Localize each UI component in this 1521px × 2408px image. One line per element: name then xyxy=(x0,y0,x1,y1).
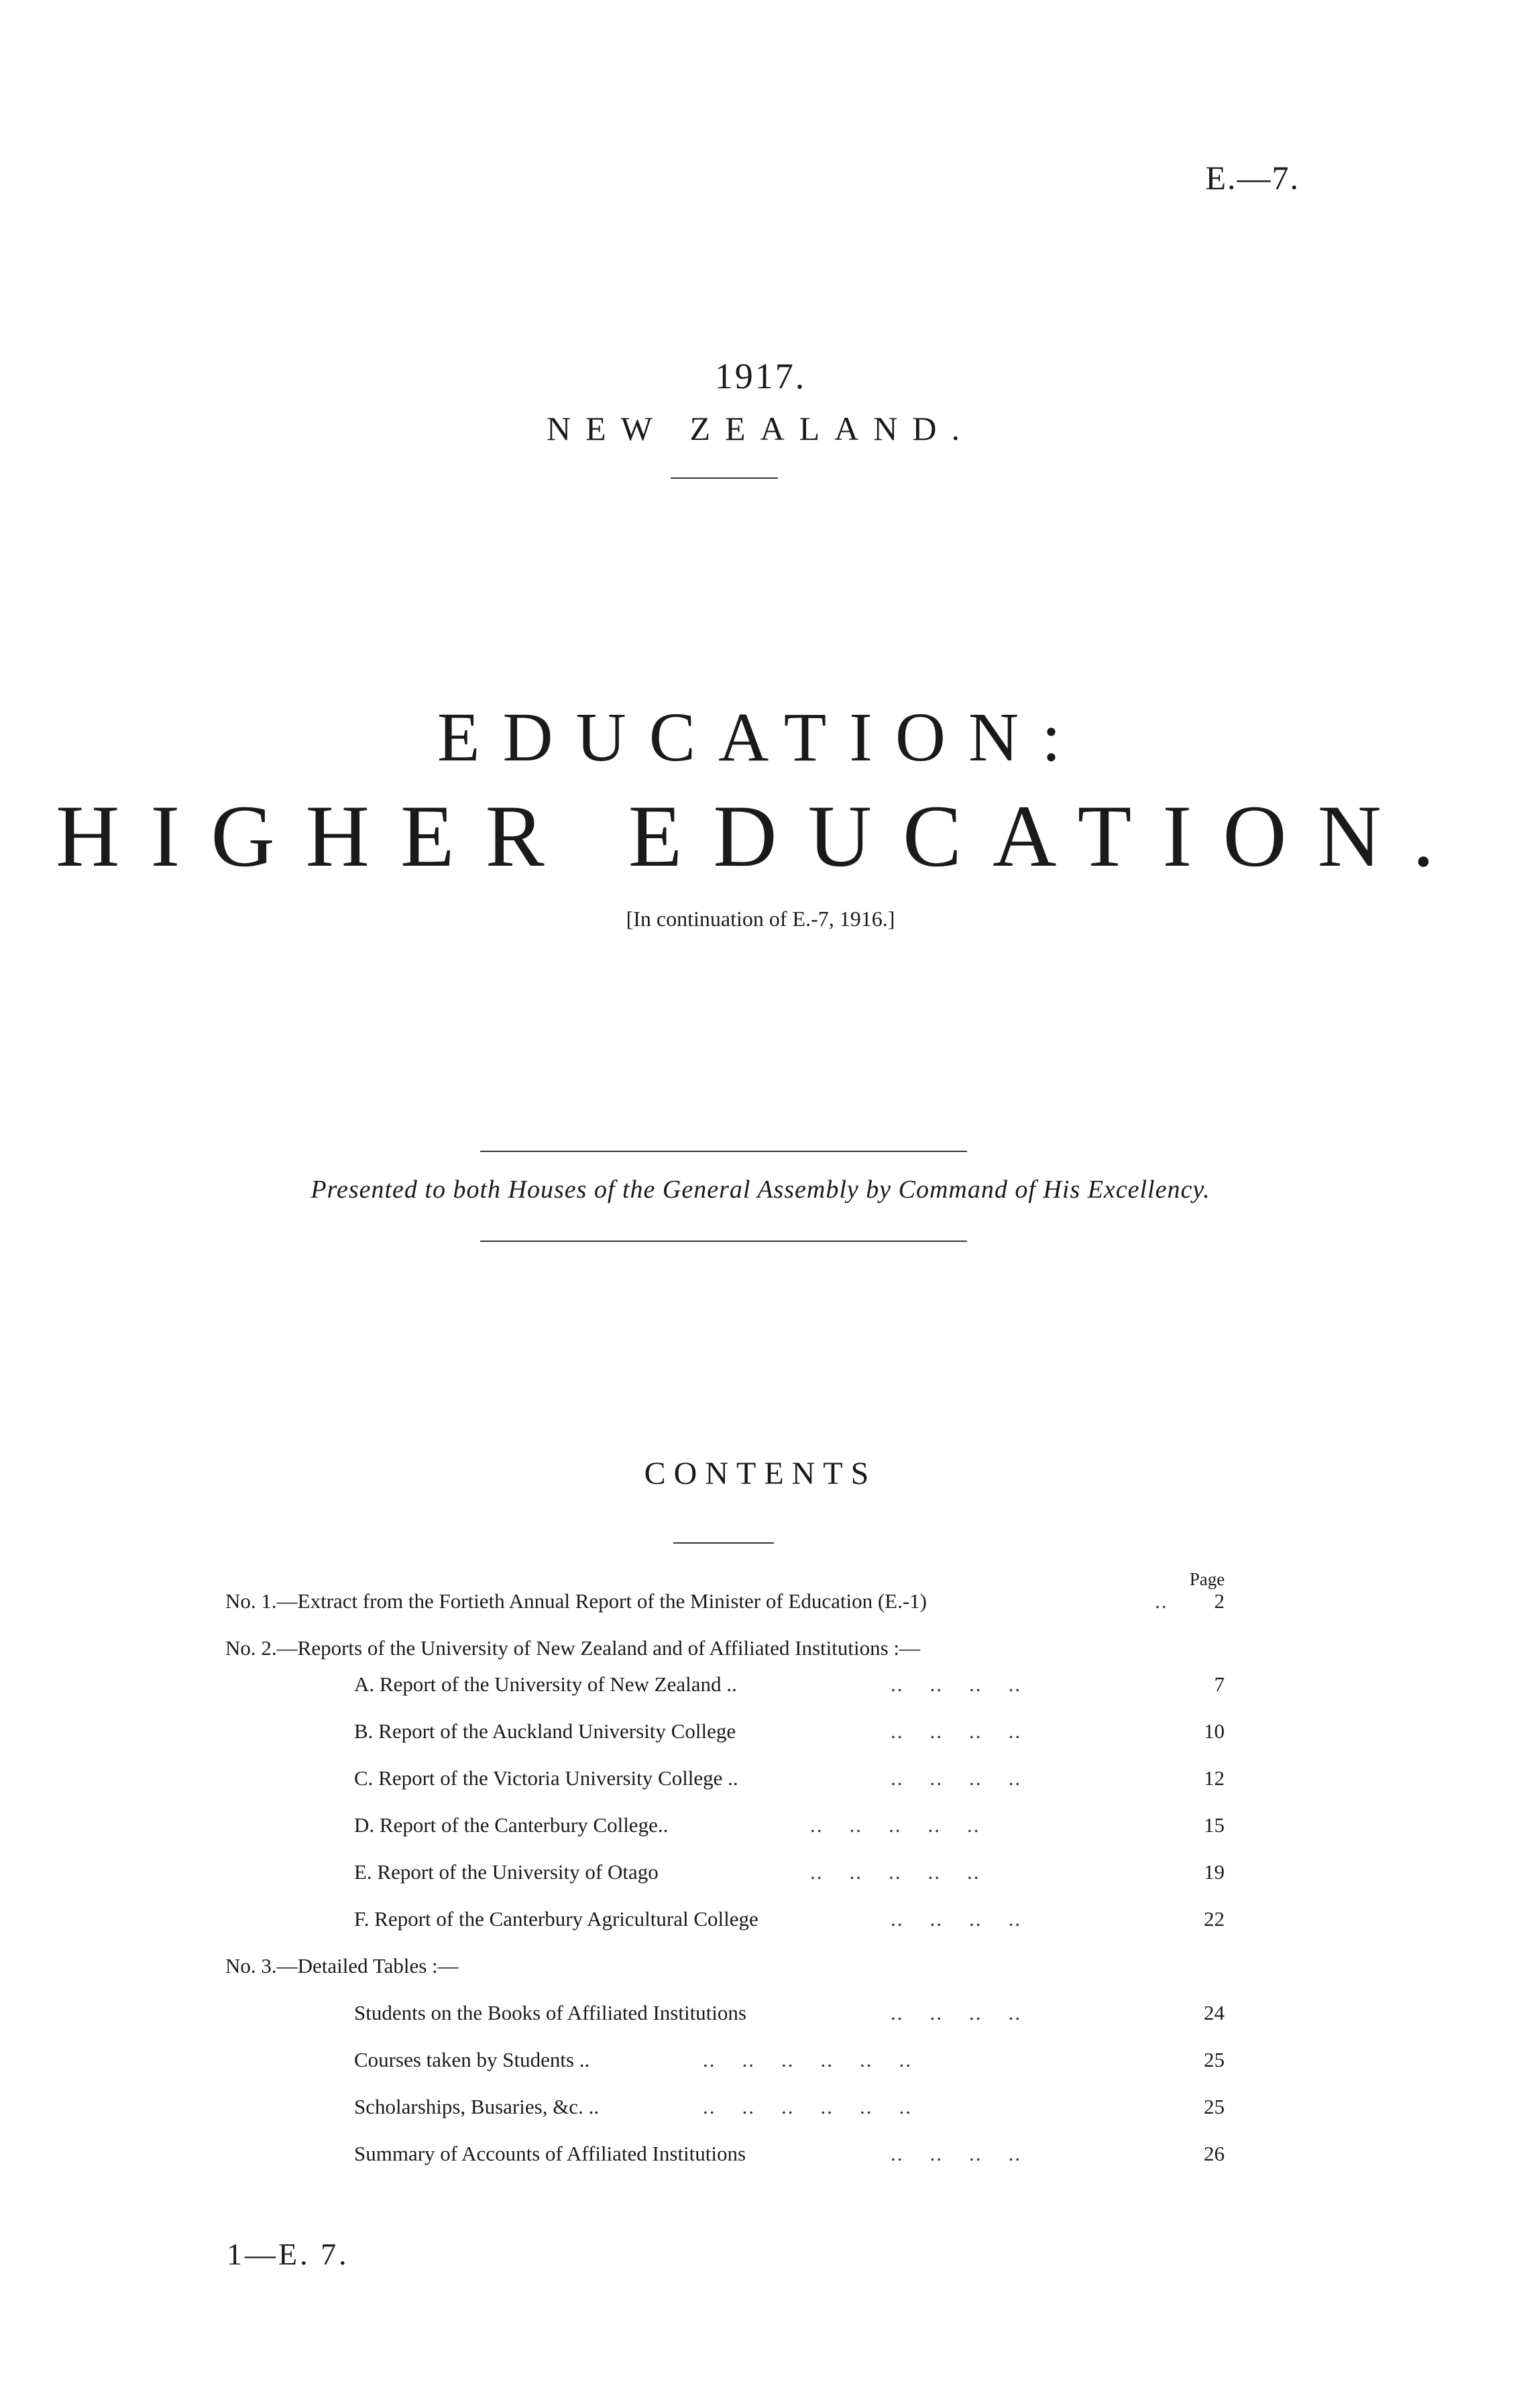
toc-item-label: Students on the Books of Affiliated Institutions xyxy=(354,2001,746,2024)
toc-item-page: 12 xyxy=(1204,1766,1225,1790)
toc-item-page: 24 xyxy=(1204,2001,1225,2024)
toc-item-page: 15 xyxy=(1204,1813,1225,1837)
toc-item-label: No. 1.—Extract from the Fortieth Annual Report of the Minister of Education (E.-1) xyxy=(225,1589,927,1613)
toc-item-page: 2 xyxy=(1214,1589,1225,1613)
toc-item-leader: .. xyxy=(1155,1589,1168,1613)
toc-item-leader: .. .. .. .. .. xyxy=(810,1860,980,1884)
divider xyxy=(480,1241,967,1242)
toc-item-label: Courses taken by Students .. xyxy=(354,2048,590,2071)
toc-item-page: 7 xyxy=(1214,1672,1225,1696)
toc-item-label: Summary of Accounts of Affiliated Institutions xyxy=(354,2142,746,2165)
toc-item-label: E. Report of the University of Otago xyxy=(354,1860,659,1884)
subtitle: HIGHER EDUCATION. xyxy=(56,787,1465,885)
toc-item-page: 19 xyxy=(1204,1860,1225,1884)
page-signature: 1—E. 7. xyxy=(227,2237,349,2271)
country: NEW ZEALAND. xyxy=(547,410,974,447)
toc-item-label: B. Report of the Auckland University College xyxy=(354,1719,736,1743)
main-title: EDUCATION: xyxy=(437,699,1084,776)
divider xyxy=(673,1542,774,1544)
contents-heading: CONTENTS xyxy=(644,1456,877,1491)
toc-item-label: A. Report of the University of New Zealand .. xyxy=(354,1672,737,1696)
toc-item-leader: .. .. .. .. .. .. xyxy=(703,2048,912,2071)
divider xyxy=(671,477,778,479)
document-reference: E.—7. xyxy=(1205,159,1300,196)
toc-item-page: 25 xyxy=(1204,2048,1225,2071)
toc-item-label: No. 3.—Detailed Tables :— xyxy=(225,1954,459,1977)
divider xyxy=(480,1151,967,1152)
toc-item-page: 10 xyxy=(1204,1719,1225,1743)
toc-item-leader: .. .. .. .. xyxy=(891,2142,1021,2165)
year: 1917. xyxy=(714,356,807,396)
toc-item-page: 26 xyxy=(1204,2142,1225,2165)
page-column-label: Page xyxy=(1189,1569,1225,1589)
presentation-statement: Presented to both Houses of the General Assembly by Command of His Excellency. xyxy=(311,1176,1210,1204)
toc-item-page: 22 xyxy=(1204,1907,1225,1931)
toc-item-leader: .. .. .. .. xyxy=(891,1672,1021,1696)
toc-item-leader: .. .. .. .. xyxy=(891,2001,1021,2024)
toc-item-label: C. Report of the Victoria University College .. xyxy=(354,1766,738,1790)
continuation-note: [In continuation of E.-7, 1916.] xyxy=(626,907,895,931)
toc-item-leader: .. .. .. .. .. xyxy=(810,1813,980,1837)
toc-item-label: F. Report of the Canterbury Agricultural College xyxy=(354,1907,758,1931)
toc-item-label: Scholarships, Busaries, &c. .. xyxy=(354,2095,600,2118)
toc-item-leader: .. .. .. .. xyxy=(891,1907,1021,1931)
toc-item-leader: .. .. .. .. xyxy=(891,1719,1021,1743)
toc-item-page: 25 xyxy=(1204,2095,1225,2118)
toc-item-leader: .. .. .. .. .. .. xyxy=(703,2095,912,2118)
toc-item-label: D. Report of the Canterbury College.. xyxy=(354,1813,669,1837)
toc-item-leader: .. .. .. .. xyxy=(891,1766,1021,1790)
toc-item-label: No. 2.—Reports of the University of New Zealand and of Affiliated Institutions :— xyxy=(225,1636,921,1660)
